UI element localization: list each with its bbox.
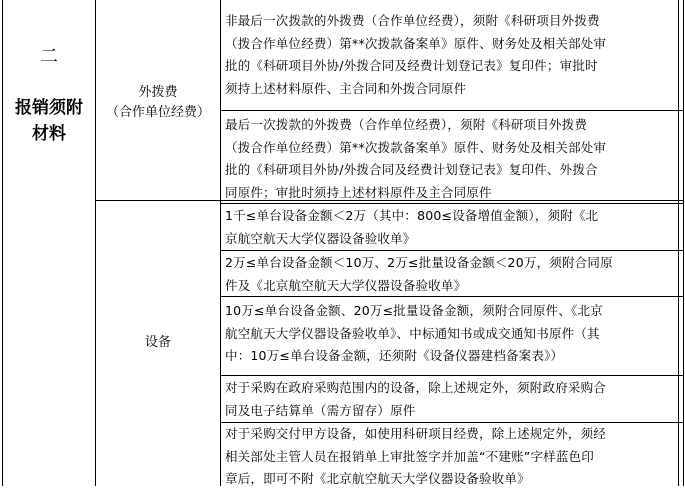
category-title-line2: 材料	[32, 124, 66, 144]
text-line: 京航空航天大学仪器设备验收单》	[225, 230, 416, 246]
list-item	[225, 10, 677, 100]
text-line: 非最后一次拨款的外拨费（合作单位经费），须附《科研项目外拨费	[225, 13, 600, 28]
text-line: 须持上述材料原件、主合同和外拨合同原件	[225, 80, 467, 96]
section-name-outsourcing-note: （合作单位经费）	[105, 105, 210, 120]
text-line: 对于采购在政府采购范围内的设备，除上述规定外，须附政府采购合	[225, 380, 607, 395]
table-border-right-inner	[678, 0, 679, 486]
row-divider	[220, 110, 684, 111]
section-name-outsourcing: 外拨费	[138, 85, 178, 100]
list-item	[225, 205, 677, 250]
text-line: 1千≤单台设备金额＜2万（其中：800≤设备增值金额），须附《北	[225, 208, 599, 223]
row-divider	[220, 375, 684, 376]
text-line: 最后一次拨款的外拨费（合作单位经费），须附《科研项目外拨费	[225, 117, 588, 132]
text-line: 批的《科研项目外协/外拨合同及经费计划登记表》复印件、外拨合	[225, 162, 598, 177]
row-divider	[220, 250, 684, 251]
text-line: 件及《北京航空航天大学仪器设备验收单》	[225, 277, 467, 293]
text-line: 10万≤单台设备金额、20万≤批量设备金额，须附合同原件、《北京	[225, 303, 603, 318]
table-divider-category	[95, 0, 96, 486]
list-item	[225, 423, 677, 491]
text-line: （拨合作单位经费）第**次拨款备案单》原件、财务处及相关部处审	[225, 139, 607, 155]
text-line: 同及电子结算单（需方留存）原件	[225, 402, 416, 418]
section-name-equipment: 设备	[144, 335, 171, 350]
text-line: 对于采购交付甲方设备，如使用科研项目经费，除上述规定外，须经	[225, 426, 607, 441]
text-line: 同原件；审批时须持上述材料原件及主合同原件	[225, 184, 492, 200]
list-item	[225, 252, 677, 297]
list-item	[225, 377, 677, 422]
text-line: 批的《科研项目外协/外拨合同及经费计划登记表》复印件；审批时	[225, 58, 598, 73]
table-divider-section	[220, 0, 221, 486]
table-border-left	[2, 0, 3, 486]
category-title-line1: 报销须附	[15, 98, 83, 118]
text-line: 2万≤单台设备金额＜10万、2万≤批量设备金额＜20万，须附合同原	[225, 255, 613, 270]
category-number: 二	[40, 46, 58, 67]
text-line: 章后，即可不附《北京航空航天大学仪器设备验收单》	[225, 471, 530, 486]
text-line: 中：10万≤单台设备金额，还须附《设备仪器建档备案表》）	[225, 348, 564, 363]
text-line: 航空航天大学仪器设备验收单》、中标通知书或成交通知书原件（其	[225, 325, 600, 341]
table-border-right-outer	[683, 0, 684, 486]
list-item	[225, 114, 677, 204]
text-line: （拨合作单位经费）第**次拨款备案单》原件、财务处及相关部处审	[225, 35, 607, 51]
text-line: 相关部处主管人员在报销单上审批签字并加盖“不建账”字样蓝色印	[225, 448, 594, 464]
list-item	[225, 300, 677, 368]
